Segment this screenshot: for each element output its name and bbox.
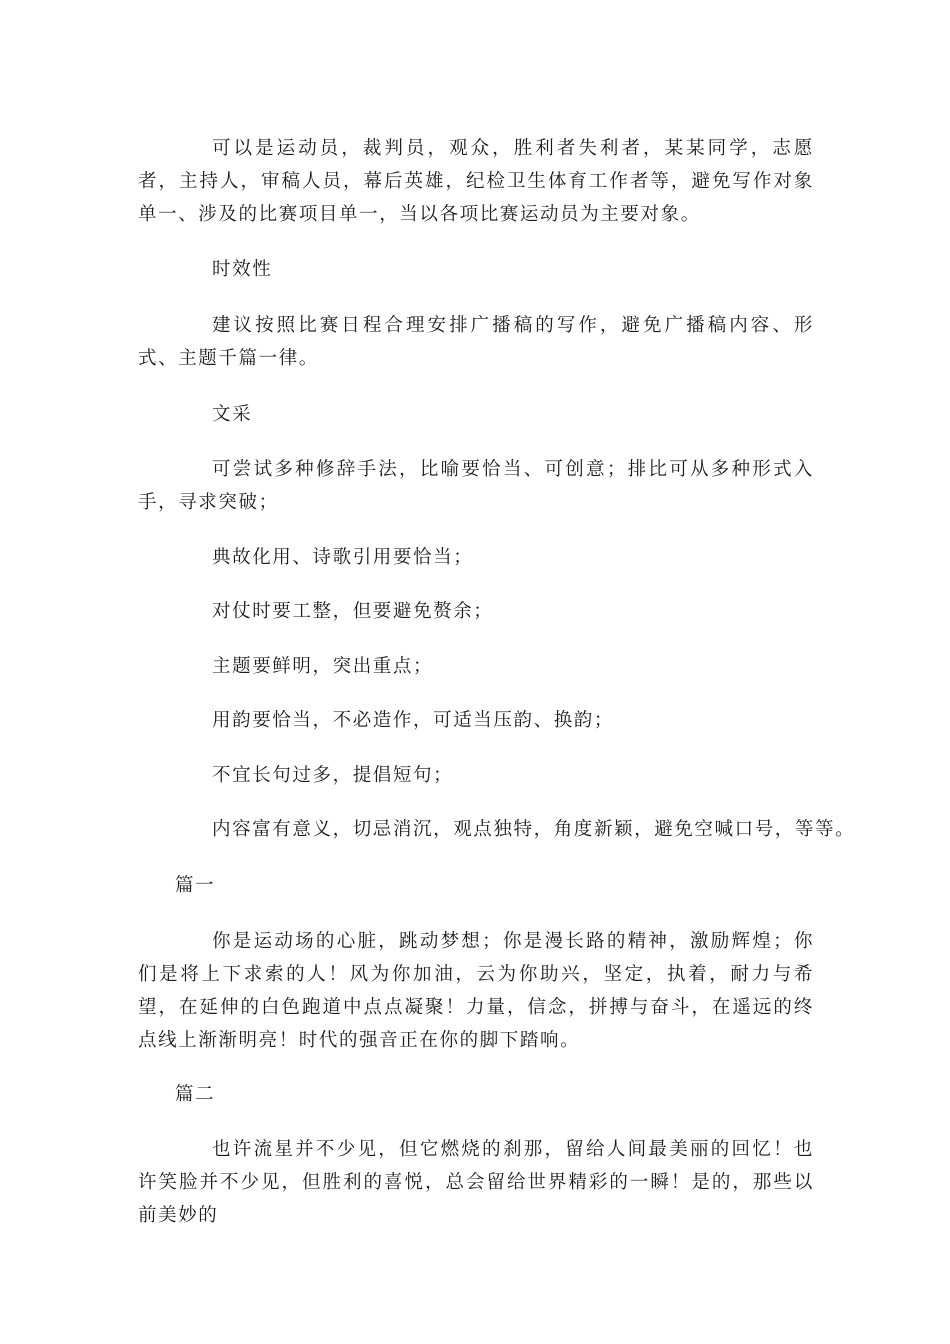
line-rhyme: 用韵要恰当，不必造作，可适当压韵、换韵； [212,710,615,731]
paragraph-timeliness: 建议按照比赛日程合理安排广播稿的写作，避免广播稿内容、形式、主题千篇一律。 [138,315,814,369]
paragraph-writing-objects: 可以是运动员，裁判员，观众，胜利者失利者，某某同学，志愿者，主持人，审稿人员，幕后英雄，纪检卫生体育工作者等，避免写作对象单一、涉及的比赛项目单一，当以各项比赛运动员为主要对象。 [138,138,814,225]
line-content: 内容富有意义，切忌消沉，观点独特，角度新颖，避免空喊口号，等等。 [212,819,856,840]
paragraph-part-two: 也许流星并不少见，但它燃烧的刹那，留给人间最美丽的回忆！也许笑脸并不少见，但胜利的喜悦，总会留给世界精彩的一瞬！是的，那些以前美妙的 [138,1139,814,1226]
paragraph-part-one: 你是运动场的心脏，跳动梦想；你是漫长路的精神，激励辉煌；你们是将上下求索的人！风为你加油，云为你助兴，坚定，执着，耐力与希望，在延伸的白色跑道中点点凝聚！力量，信念，拼搏与奋斗，在遥远的终点线上渐渐明亮！时代的强音正在你的脚下踏响。 [138,931,814,1051]
line-allusion: 典故化用、诗歌引用要恰当； [212,547,474,568]
paragraph-rhetoric: 可尝试多种修辞手法，比喻要恰当、可创意；排比可从多种形式入手，寻求突破； [138,459,814,513]
line-sentences: 不宜长句过多，提倡短句； [212,765,454,786]
heading-part-two: 篇二 [175,1084,216,1105]
heading-timeliness: 时效性 [212,259,273,280]
line-antithesis: 对仗时要工整，但要避免赘余； [212,601,494,622]
heading-part-one: 篇一 [175,875,216,896]
line-theme: 主题要鲜明，突出重点； [212,656,434,677]
heading-literary-style: 文采 [212,404,253,425]
